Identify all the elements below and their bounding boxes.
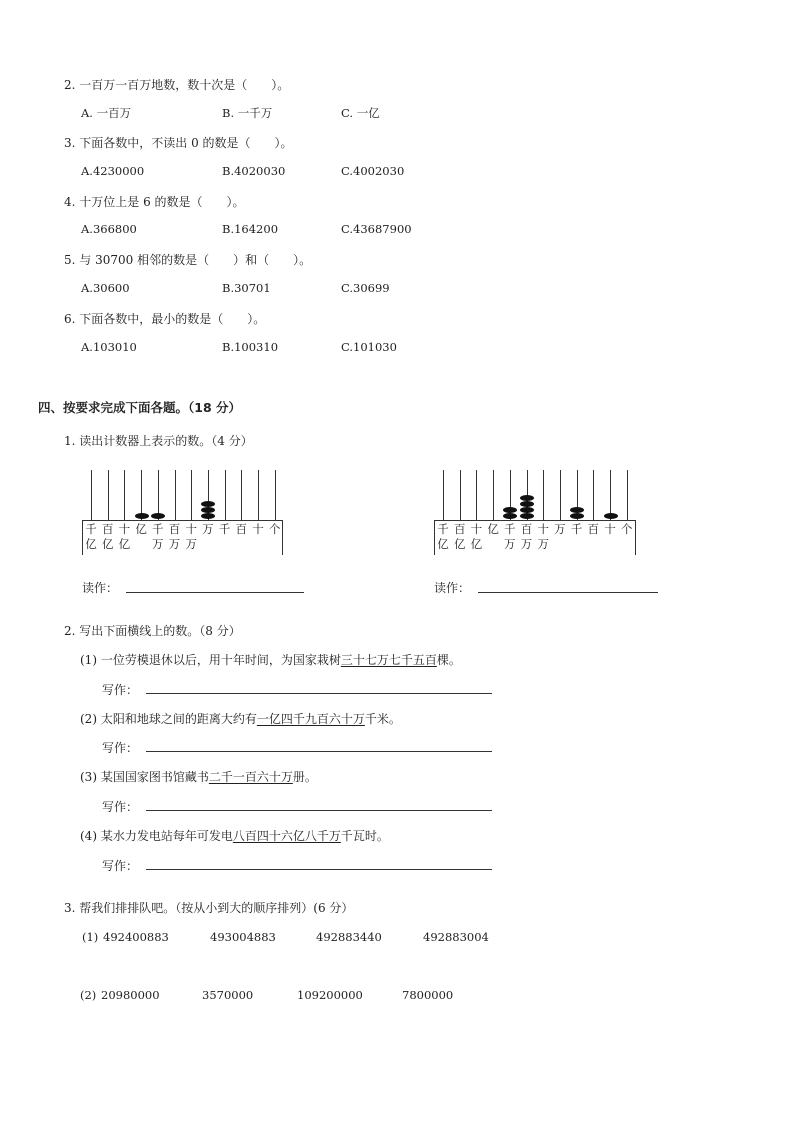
answer-line-read-2[interactable] bbox=[478, 592, 658, 593]
question-5-option-b: B.30701 bbox=[222, 281, 271, 295]
q3-row1-num-4: 492883004 bbox=[423, 930, 489, 944]
write-label-1: 写作： bbox=[102, 683, 139, 697]
abacus-bead bbox=[570, 507, 584, 513]
abacus-bead bbox=[604, 513, 618, 519]
question-4-option-a: A.366800 bbox=[81, 222, 137, 236]
q2-item-1: (1) 一位劳模退休以后，用十年时间，为国家栽树三十七万七千五百棵。 bbox=[80, 653, 461, 667]
abacus-place-label-unit: 亿 bbox=[470, 537, 483, 551]
abacus-rod bbox=[560, 470, 561, 520]
answer-line-write-4[interactable] bbox=[146, 869, 492, 870]
abacus-bead bbox=[201, 513, 215, 519]
abacus-place-label-unit: 万 bbox=[168, 537, 181, 551]
abacus-place-label: 十 bbox=[252, 522, 264, 536]
abacus-place-label: 千 bbox=[152, 522, 164, 536]
abacus-rod bbox=[460, 470, 461, 520]
abacus-place-label: 百 bbox=[235, 522, 248, 536]
abacus-rod bbox=[493, 470, 494, 520]
abacus-rod bbox=[108, 470, 109, 520]
abacus-place-label: 万 bbox=[202, 522, 214, 536]
abacus-rod bbox=[627, 470, 628, 520]
abacus-place-label: 百 bbox=[101, 522, 114, 536]
abacus-counter-1 bbox=[82, 470, 282, 554]
abacus-place-label: 十 bbox=[537, 522, 549, 536]
abacus-place-label: 千 bbox=[437, 522, 449, 536]
abacus-place-label-unit: 亿 bbox=[101, 537, 114, 551]
abacus-rod bbox=[258, 470, 259, 520]
abacus-bead bbox=[520, 513, 534, 519]
abacus-place-label: 十 bbox=[470, 522, 483, 536]
answer-line-write-1[interactable] bbox=[146, 693, 492, 694]
abacus-rod bbox=[225, 470, 226, 520]
abacus-rod bbox=[543, 470, 544, 520]
q2-item-3: (3) 某国国家图书馆藏书二千一百六十万册。 bbox=[80, 770, 317, 784]
q3-row2-label: (2) bbox=[80, 988, 97, 1002]
question-3-option-b: B.4020030 bbox=[222, 164, 286, 178]
abacus-place-label: 百 bbox=[520, 522, 533, 536]
write-label-3: 写作： bbox=[102, 800, 139, 814]
abacus-rod bbox=[275, 470, 276, 520]
abacus-place-label-unit: 万 bbox=[185, 537, 197, 551]
q3-row1-num-2: 493004883 bbox=[210, 930, 276, 944]
abacus-place-label: 百 bbox=[587, 522, 600, 536]
q3-title: 3. 帮我们排排队吧。（按从小到大的顺序排列）(6 分） bbox=[64, 901, 354, 915]
abacus-place-label: 亿 bbox=[135, 522, 147, 536]
abacus-place-label-unit: 亿 bbox=[85, 537, 97, 551]
answer-line-write-3[interactable] bbox=[146, 810, 492, 811]
question-3-option-a: A.4230000 bbox=[81, 164, 145, 178]
q3-row1-num-3: 492883440 bbox=[316, 930, 382, 944]
question-2-option-b: B. 一千万 bbox=[222, 106, 273, 120]
question-2-option-c: C. 一亿 bbox=[341, 106, 380, 120]
q2-item-4: (4) 某水力发电站每年可发电八百四十六亿八千万千瓦时。 bbox=[80, 829, 389, 843]
question-4-stem: 4. 十万位上是 6 的数是（ ）。 bbox=[64, 195, 245, 209]
abacus-place-label: 百 bbox=[453, 522, 466, 536]
abacus-bead bbox=[503, 513, 517, 519]
abacus-rod bbox=[124, 470, 125, 520]
abacus-rod bbox=[191, 470, 192, 520]
abacus-place-label: 千 bbox=[570, 522, 583, 536]
q3-row1-label: (1) bbox=[82, 930, 99, 944]
section-4-title: 四、按要求完成下面各题。（18 分） bbox=[38, 400, 241, 415]
abacus-place-label-unit: 万 bbox=[152, 537, 164, 551]
question-6-stem: 6. 下面各数中，最小的数是（ ）。 bbox=[64, 312, 266, 326]
abacus-place-label-unit: 亿 bbox=[437, 537, 449, 551]
abacus-place-label-unit: 亿 bbox=[453, 537, 466, 551]
question-2-stem: 2. 一百万一百万地数，数十次是（ ）。 bbox=[64, 78, 290, 92]
abacus-counter-2 bbox=[434, 470, 634, 554]
abacus-rod bbox=[241, 470, 242, 520]
abacus-bead bbox=[520, 495, 534, 501]
q3-row2-num-3: 109200000 bbox=[297, 988, 363, 1002]
question-5-option-a: A.30600 bbox=[81, 281, 130, 295]
read-label-1: 读作： bbox=[82, 581, 119, 595]
abacus-place-label-unit: 万 bbox=[520, 537, 533, 551]
q2-item-2: (2) 太阳和地球之间的距离大约有一亿四千九百六十万千米。 bbox=[80, 712, 401, 726]
abacus-place-label: 个 bbox=[268, 522, 281, 536]
abacus-place-label: 万 bbox=[554, 522, 566, 536]
question-6-option-a: A.103010 bbox=[81, 340, 137, 354]
abacus-place-label: 千 bbox=[218, 522, 231, 536]
abacus-rod bbox=[91, 470, 92, 520]
abacus-rod bbox=[443, 470, 444, 520]
answer-line-write-2[interactable] bbox=[146, 751, 492, 752]
abacus-bead bbox=[570, 513, 584, 519]
q2-title: 2. 写出下面横线上的数。（8 分） bbox=[64, 624, 241, 638]
abacus-place-label: 千 bbox=[85, 522, 97, 536]
abacus-bead bbox=[151, 513, 165, 519]
question-2-option-a: A. 一百万 bbox=[81, 106, 132, 120]
abacus-bead bbox=[135, 513, 149, 519]
abacus-rod bbox=[476, 470, 477, 520]
abacus-place-label-unit: 亿 bbox=[118, 537, 131, 551]
question-5-option-c: C.30699 bbox=[341, 281, 390, 295]
abacus-place-label: 百 bbox=[168, 522, 181, 536]
read-label-2: 读作： bbox=[434, 581, 471, 595]
q1-title: 1. 读出计数器上表示的数。（4 分） bbox=[64, 434, 253, 448]
abacus-bead bbox=[201, 507, 215, 513]
question-4-option-b: B.164200 bbox=[222, 222, 279, 236]
abacus-place-label-unit: 万 bbox=[537, 537, 549, 551]
question-3-option-c: C.4002030 bbox=[341, 164, 405, 178]
q3-row2-num-1: 20980000 bbox=[101, 988, 160, 1002]
write-label-4: 写作： bbox=[102, 859, 139, 873]
abacus-rod bbox=[175, 470, 176, 520]
abacus-place-label: 十 bbox=[604, 522, 616, 536]
answer-line-read-1[interactable] bbox=[126, 592, 304, 593]
abacus-place-label: 十 bbox=[118, 522, 131, 536]
question-5-stem: 5. 与 30700 相邻的数是（ ）和（ ）。 bbox=[64, 253, 312, 267]
abacus-place-label: 亿 bbox=[487, 522, 499, 536]
abacus-place-label: 个 bbox=[620, 522, 633, 536]
abacus-bead bbox=[520, 507, 534, 513]
question-6-option-c: C.101030 bbox=[341, 340, 397, 354]
abacus-place-label-unit: 万 bbox=[504, 537, 516, 551]
abacus-bead bbox=[503, 507, 517, 513]
abacus-place-label: 千 bbox=[504, 522, 516, 536]
q3-row2-num-4: 7800000 bbox=[402, 988, 454, 1002]
abacus-rod bbox=[593, 470, 594, 520]
abacus-bead bbox=[520, 501, 534, 507]
question-6-option-b: B.100310 bbox=[222, 340, 279, 354]
q3-row1-num-1: 492400883 bbox=[103, 930, 169, 944]
question-3-stem: 3. 下面各数中，不读出 0 的数是（ ）。 bbox=[64, 136, 293, 150]
write-label-2: 写作： bbox=[102, 741, 139, 755]
abacus-bead bbox=[201, 501, 215, 507]
question-4-option-c: C.43687900 bbox=[341, 222, 412, 236]
q3-row2-num-2: 3570000 bbox=[202, 988, 254, 1002]
abacus-place-label: 十 bbox=[185, 522, 197, 536]
